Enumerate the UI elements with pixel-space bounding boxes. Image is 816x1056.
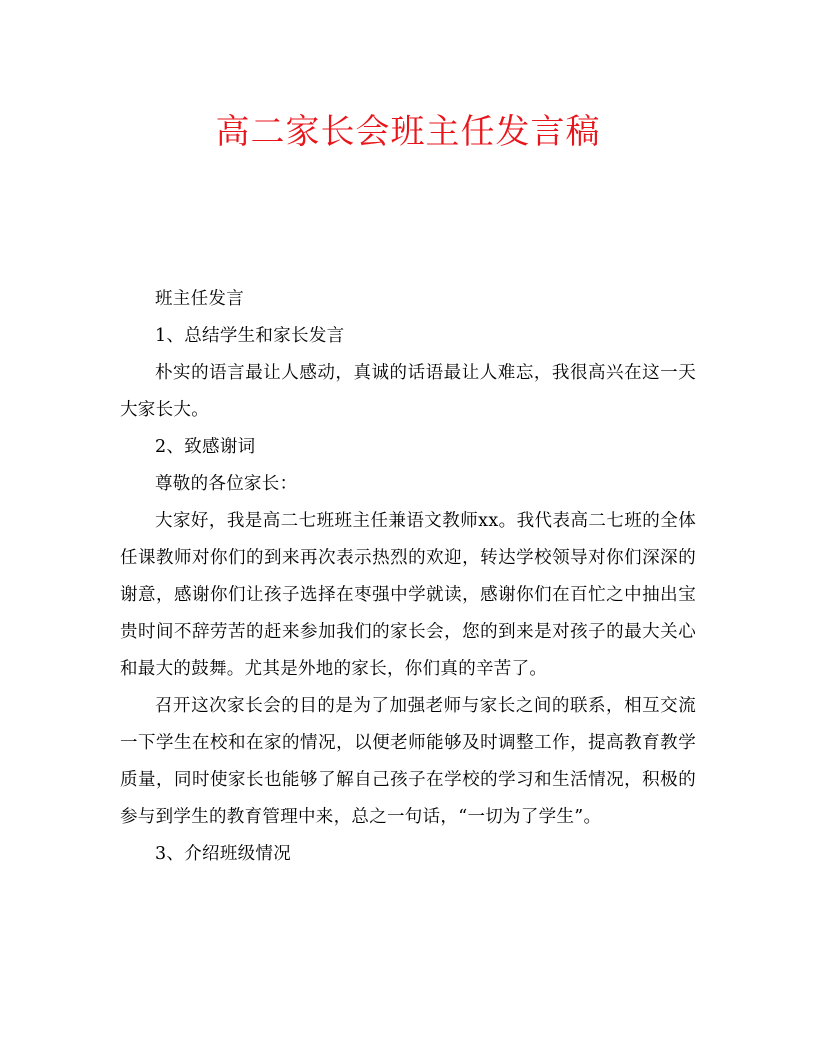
paragraph-section-2: 2、致感谢词 — [155, 437, 256, 457]
document-body — [120, 281, 696, 873]
document-title: 高二家长会班主任发言稿 — [215, 112, 601, 152]
paragraph-salutation: 尊敬的各位家长： — [155, 474, 298, 494]
paragraph-opening-remark: 朴实的语言最让人感动，真诚的话语最让人难忘，我很高兴在这一天大家长大。 — [120, 363, 696, 420]
paragraph-meeting-purpose: 召开这次家长会的目的是为了加强老师与家长之间的联系，相互交流一下学生在校和在家的情况，以便老师能够及时调整工作，提高教育教学质量，同时使家长也能够了解自己孩子在学校的学习和生活情况，积极的参与到学生的教育管理中来，总之一句话，“一切为了学生”。 — [120, 696, 696, 827]
paragraph-speech-heading: 班主任发言 — [155, 289, 244, 309]
paragraph-greeting: 大家好，我是高二七班班主任兼语文教师xx。我代表高二七班的全体任课教师对你们的到来再次表示热烈的欢迎，转达学校领导对你们深深的谢意，感谢你们让孩子选择在枣强中学就读，感谢你们在百忙之中抽出宝贵时间不辞劳苦的赶来参加我们的家长会，您的到来是对孩子的最大关心和最大的鼓舞。尤其是外地的家长，你们真的辛苦了。 — [120, 511, 696, 679]
paragraph-section-1: 1、总结学生和家长发言 — [155, 326, 345, 346]
paragraph-section-3: 3、介绍班级情况 — [155, 844, 292, 864]
